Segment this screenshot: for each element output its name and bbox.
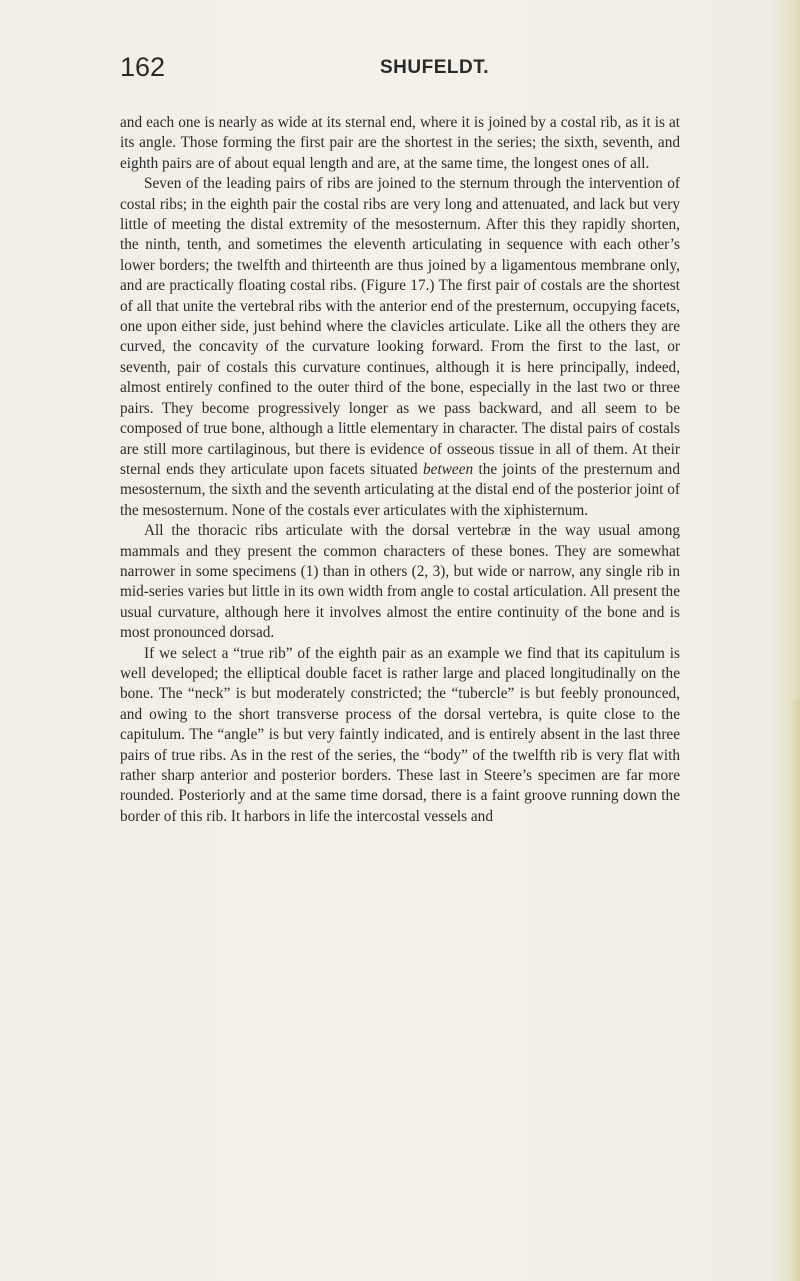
text-run: Seven of the leading pairs of ribs are joined to the sternum through the intervention of costal ribs; in the eighth pair the costal ribs are very long and attenuated, and lack but very little of meeting the distal extremity of the mesosternum. After this they rapidly shorten, the ninth, tenth, and sometimes the eleventh articulating in sequence with each other’s lower borders; the twelfth and thirteenth are thus joined by a ligamentous membrane only, and are practically floating costal ribs. (Figure 17.) The first pair of costals are the shortest of all that unite the vertebral ribs with the anterior end of the presternum, occupying facets, one upon either side, just behind where the clavicles articulate. Like all the others they are curved, the concavity of the curvature looking forward. From the first to the last, or seventh, pair of costals this curvature continues, although it is here principally, indeed, almost entirely confined to the outer third of the bone, especially in the last two or three pairs. They become progressively longer as we pass backward, and all seem to be composed of true bone, although a little elementary in character. The distal pairs of costals are still more cartilaginous, but there is evidence of osseous tissue in all of them. At their sternal ends they articulate upon facets situated	[120, 175, 680, 478]
body-text	[120, 113, 680, 827]
text-run: All the thoracic ribs articulate with the dorsal vertebræ in the way usual among mammals and they present the common characters of these bones. They are somewhat narrower in some specimens (1) than in others (2, 3), but wide or narrow, any single rib in mid-series varies but little in its own width from angle to costal articulation. All present the usual curvature, although here it involves almost the entire continuity of the bone and is most pronounced dorsad.	[120, 522, 680, 642]
paragraph	[120, 174, 680, 521]
page-number: 162	[120, 52, 166, 82]
text-run: the joints of the presternum and mesosternum, the sixth and the seventh articulating at the distal end of the posterior joint of the mesosternum. None of the costals ever articulates with the xiphisternum.	[120, 460, 680, 519]
paragraph	[120, 113, 680, 174]
text-run: If we select a “true rib” of the eighth pair as an example we find that its capitulum is well developed; the elliptical double facet is rather large and placed longitudinally on the bone. The “neck” is but moderately constricted; the “tubercle” is but feebly pronounced, and owing to the short transverse process of the dorsal vertebra, is quite close to the capitulum. The “angle” is but very faintly indicated, and is entirely absent in the last three pairs of true ribs. As in the rest of the series, the “body” of the twelfth rib is very flat with rather sharp anterior and posterior borders. These last in Steere’s specimen are far more rounded. Posteriorly and at the same time dorsad, there is a faint groove running down the border of this rib. It harbors in life the intercostal vessels and	[120, 644, 680, 825]
paragraph	[120, 644, 680, 828]
page-header	[120, 50, 680, 90]
running-head: SHUFELDT.	[380, 57, 489, 78]
text-run: and each one is nearly as wide at its sternal end, where it is joined by a costal rib, as it is at its angle. Those forming the first pair are the shortest in the series; the sixth, seventh, and eighth pairs are of about equal length and are, at the same time, the longest ones of all.	[120, 114, 680, 172]
paragraph	[120, 521, 680, 643]
italic-text: between	[423, 460, 474, 478]
page-edge-stain	[790, 700, 800, 1281]
